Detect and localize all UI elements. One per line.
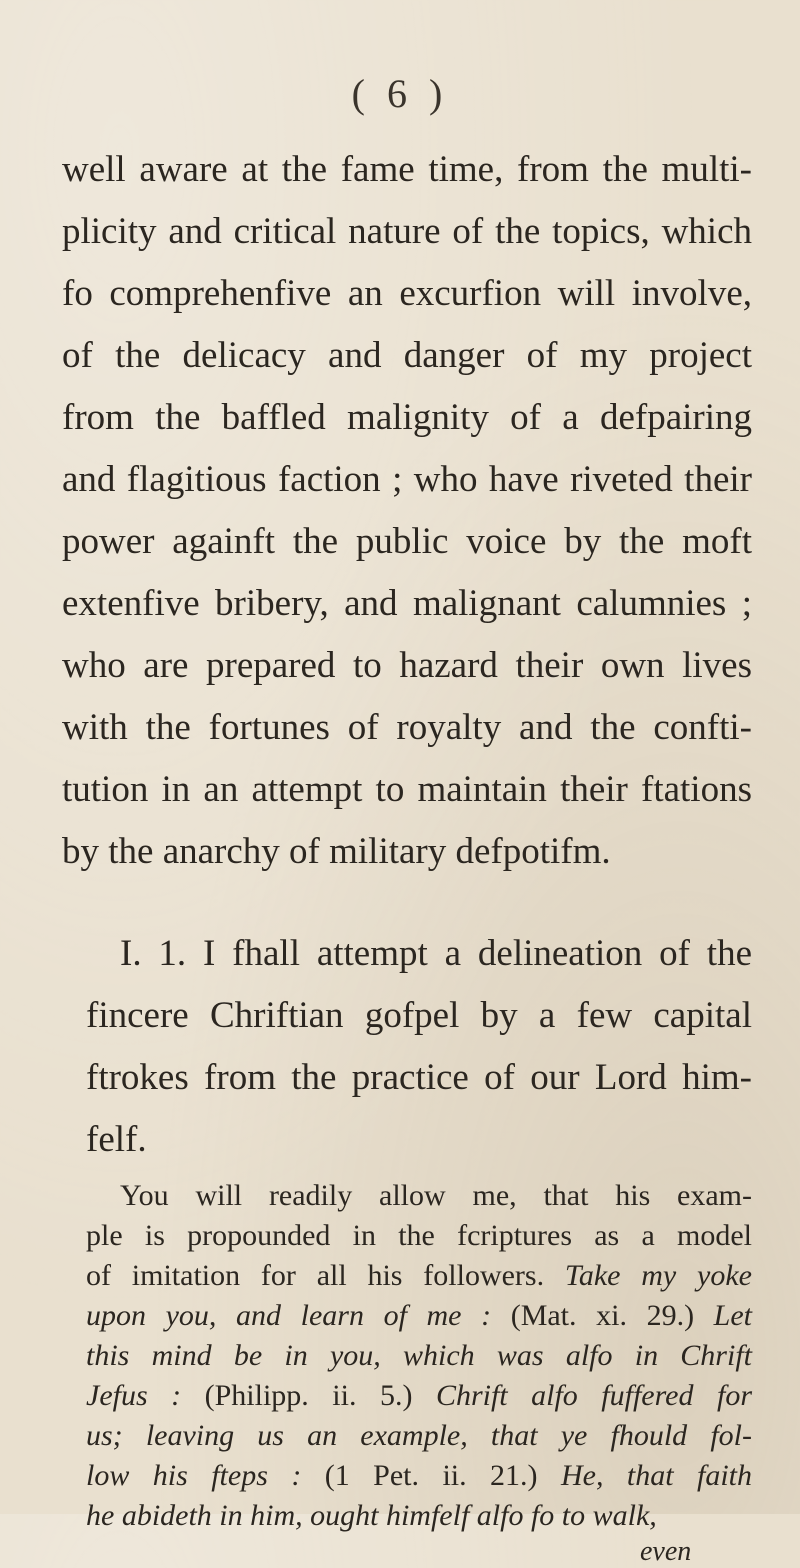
text-line (86, 1458, 752, 1494)
text-line (86, 1298, 752, 1334)
citation-span: (Philipp. ii. 5.) (204, 1379, 436, 1412)
quotation-span: this mind be in you, which was alfo in Chrift (86, 1339, 752, 1372)
text-line (86, 1338, 752, 1374)
page-number: ( 6 ) (351, 71, 449, 116)
text-line: well aware at the fame time, from the multi- (62, 149, 752, 190)
quotation-span: upon you, and learn of me : (86, 1299, 511, 1332)
quotation-span: Jefus : (86, 1379, 205, 1412)
text-line: who are prepared to hazard their own lives (62, 645, 752, 686)
text-line: fincere Chriftian gofpel by a few capital (86, 995, 752, 1036)
text-line: he abideth in him, ought himfelf alfo fo to walk, (86, 1499, 657, 1532)
text-line: ple is propounded in the fcriptures as a model (86, 1219, 752, 1252)
text-line: ftrokes from the practice of our Lord him- (86, 1057, 752, 1098)
citation-span: (Mat. xi. 29.) (510, 1299, 714, 1332)
catchword: even (640, 1536, 692, 1567)
text-line (86, 1378, 752, 1414)
text-line: I. 1. I fhall attempt a delineation of the (120, 933, 752, 974)
citation-span: (1 Pet. ii. 21.) (324, 1459, 561, 1492)
quotation-span: low his fteps : (86, 1459, 325, 1492)
quotation-span: Take my yoke (564, 1259, 752, 1292)
text-span: of imitation for all his followers. (86, 1259, 565, 1292)
text-line: tution in an attempt to maintain their ftations (62, 769, 752, 810)
text-line (86, 1418, 752, 1454)
quotation-span: Chrift alfo fuffered for (435, 1379, 752, 1412)
quotation-span: us; leaving us an example, that ye fhould fol- (86, 1419, 752, 1452)
text-line: You will readily allow me, that his exam- (120, 1179, 752, 1212)
text-line: felf. (86, 1119, 147, 1160)
quotation-span: He, that faith (560, 1459, 752, 1492)
text-line (86, 1258, 752, 1294)
text-line: fo comprehenfive an excurfion will involve, (62, 273, 752, 314)
text-line: by the anarchy of military defpotifm. (62, 831, 611, 872)
text-line: plicity and critical nature of the topics, which (62, 211, 752, 252)
text-line: with the fortunes of royalty and the confti- (62, 707, 752, 748)
quotation-span: Let (713, 1299, 753, 1332)
text-line: extenfive bribery, and malignant calumnies ; (62, 583, 752, 624)
text-line: from the baffled malignity of a defpairing (62, 397, 752, 438)
text-line: power againft the public voice by the moft (62, 521, 752, 562)
text-line: of the delicacy and danger of my project (62, 335, 752, 376)
text-line: and flagitious faction ; who have riveted their (62, 459, 752, 500)
